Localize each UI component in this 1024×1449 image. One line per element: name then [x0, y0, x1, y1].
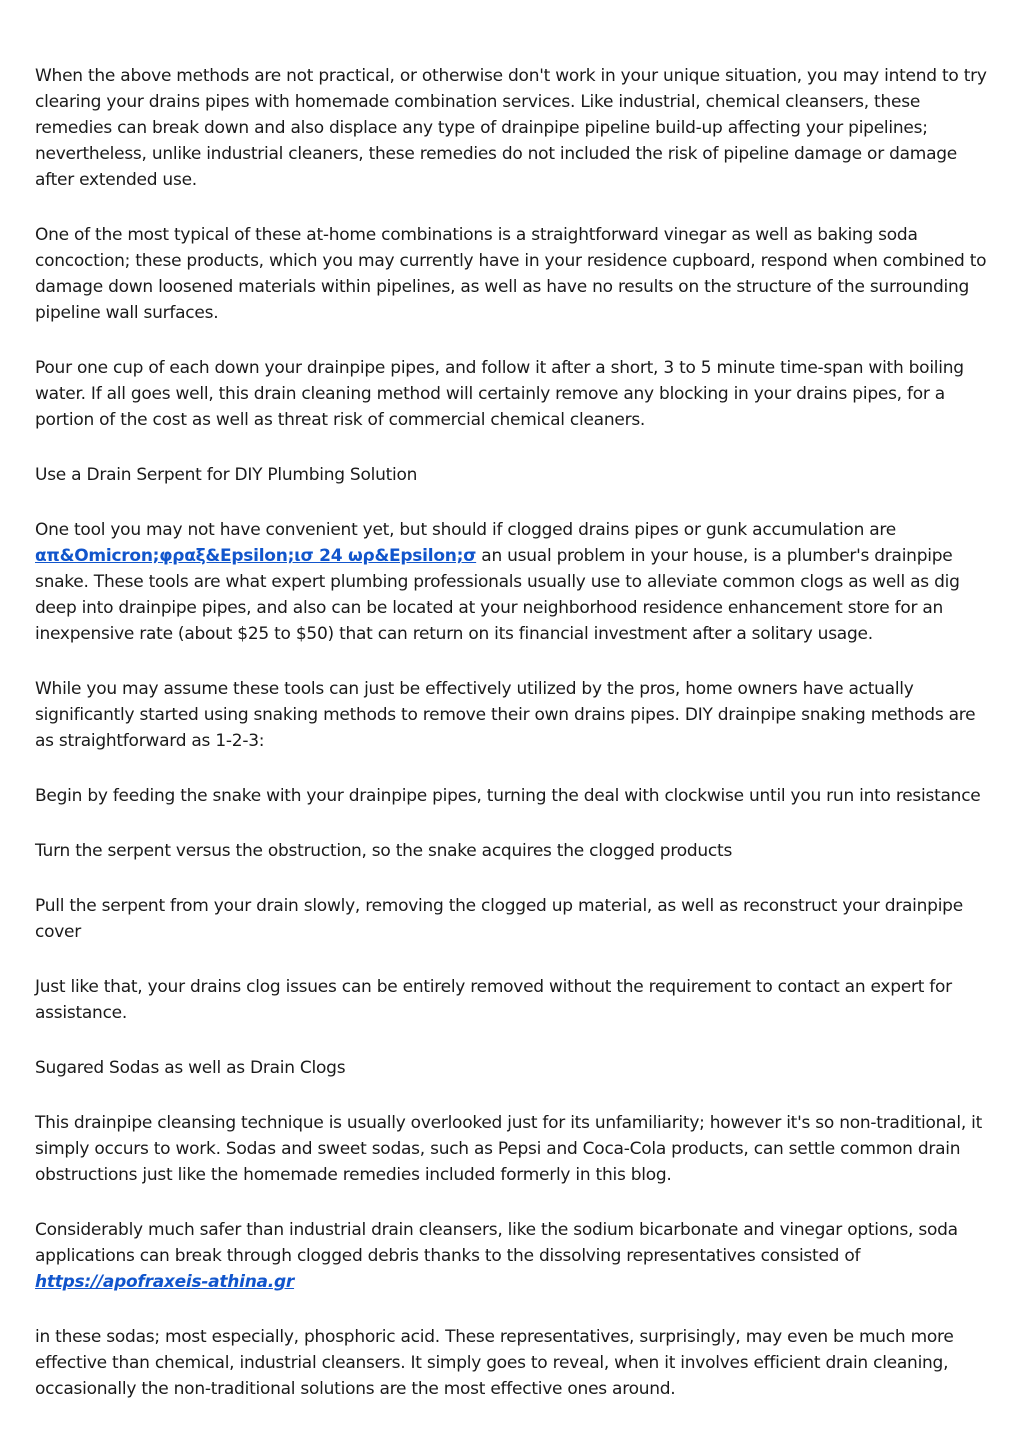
paragraph-sodas-technique: This drainpipe cleansing technique is usually overlooked just for its unfamiliarity; however it's so non-traditional, it simply occurs to work. Sodas and sweet sodas, such as Pepsi and Coca-Cola products, can settle common drain obstructions just like the homemade remedies included formerly in this blog.: [35, 1113, 983, 1185]
paragraph-homemade-solutions: When the above methods are not practical, or otherwise don't work in your unique situation, you may intend to try clearing your drains pipes with homemade combination services. Like industrial, chemical cleansers, these remedies can break down and also displace any type of drainpipe pipeline build-up affecting your pipelines; nevertheless, unlike industrial cleaners, these remedies do not included the risk of pipeline damage or damage after extended use.: [35, 66, 987, 190]
paragraph-pour-instructions: Pour one cup of each down your drainpipe pipes, and follow it after a short, 3 to 5 minute time-span with boiling water. If all goes well, this drain cleaning method will certainly remove any blocking in your drains pipes, for a portion of the cost as well as threat risk of commercial chemical cleaners.: [35, 358, 964, 430]
paragraph-plumber-snake-text-before: One tool you may not have convenient yet, but should if clogged drains pipes or gunk accumulation are: [35, 520, 896, 540]
paragraph-plumber-snake: [35, 517, 988, 647]
step-feed-snake: Begin by feeding the snake with your drainpipe pipes, turning the deal with clockwise until you run into resistance: [35, 786, 981, 806]
greek-keyword-link[interactable]: απ&Omicron;φραξ&Epsilon;ισ 24 ωρ&Epsilon;σ: [35, 546, 477, 566]
paragraph-safer-than-industrial: [35, 1217, 988, 1295]
paragraph-vinegar-baking-soda: One of the most typical of these at-home combinations is a straightforward vinegar as well as baking soda concoction; these products, which you may currently have in your residence cupboard, respond when combined to damage down loosened materials within pipelines, as well as have no results on the structure of the surrounding pipeline wall surfaces.: [35, 225, 987, 323]
paragraph-plumber-snake-text-after: an usual problem in your house, is a plumber's drainpipe snake. These tools are what expert plumbing professionals usually use to alleviate common clogs as well as dig deep into drainpipe pipes, and also can be located at your neighborhood residence enhancement store for an inexpensive rate (about $25 to $50) that can return on its financial investment after a solitary usage.: [35, 546, 960, 644]
apofraxeis-athina-link[interactable]: https://apofraxeis-athina.gr: [35, 1272, 295, 1292]
heading-drain-serpent: Use a Drain Serpent for DIY Plumbing Solution: [35, 465, 418, 485]
paragraph-phosphoric-acid: in these sodas; most especially, phosphoric acid. These representatives, surprisingly, may even be much more effective than chemical, industrial cleansers. It simply goes to reveal, when it involves efficient drain cleaning, occasionally the non-traditional solutions are the most effective ones around.: [35, 1327, 954, 1399]
paragraph-safer-text: Considerably much safer than industrial drain cleansers, like the sodium bicarbonate and vinegar options, soda applications can break through clogged debris thanks to the dissolving representatives consisted of: [35, 1220, 958, 1266]
heading-sugared-sodas: Sugared Sodas as well as Drain Clogs: [35, 1058, 346, 1078]
paragraph-diy-snaking: While you may assume these tools can just be effectively utilized by the pros, home owners have actually significantly started using snaking methods to remove their own drains pipes. DIY drainpipe snaking methods are as straightforward as 1-2-3:: [35, 679, 976, 751]
step-turn-serpent: Turn the serpent versus the obstruction, so the snake acquires the clogged products: [35, 841, 733, 861]
paragraph-just-like-that: Just like that, your drains clog issues can be entirely removed without the requirement to contact an expert for assistance.: [35, 977, 952, 1023]
step-pull-serpent: Pull the serpent from your drain slowly, removing the clogged up material, as well as reconstruct your drainpipe cover: [35, 896, 963, 942]
